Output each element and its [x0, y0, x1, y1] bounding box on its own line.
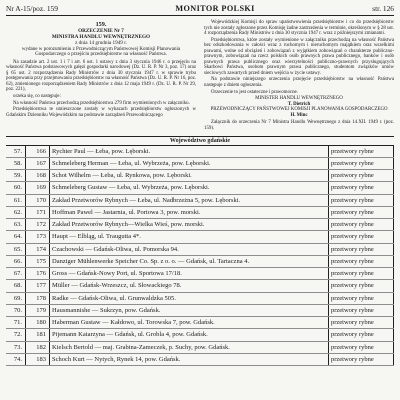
industry-label: przetwory rybne	[329, 194, 394, 206]
row-ordinal: 59.	[6, 170, 26, 182]
industry-label: przetwory rybne	[329, 292, 394, 304]
row-number: 179	[26, 304, 50, 316]
left-column	[6, 20, 196, 132]
row-ordinal: 60.	[6, 182, 26, 194]
row-ordinal: 63.	[6, 219, 26, 231]
table-row	[6, 353, 394, 365]
row-number: 172	[26, 219, 50, 231]
document-title: ORZECZENIE Nr 7	[78, 27, 124, 34]
enterprise-table	[6, 136, 394, 367]
table-row	[6, 292, 394, 304]
industry-label: przetwory rybne	[329, 353, 394, 365]
table-row	[6, 206, 394, 218]
table-row	[6, 182, 394, 194]
row-number: 176	[26, 268, 50, 280]
document-ministry: MINISTRA HANDLU WEWNĘTRZNEGO	[51, 33, 151, 40]
page-header	[6, 4, 394, 16]
table-row	[6, 329, 394, 341]
industry-label: przetwory rybne	[329, 243, 394, 255]
enterprise-name: Müller — Gdańsk-Wrzeszcz, ul. Słowackiego 78.	[50, 280, 329, 292]
enterprise-name: Danziger Mühlenwerke Speicher Co. Sp. z o. o. — Gdańsk, ul. Tartaczna 4.	[50, 255, 329, 267]
table-row	[6, 146, 394, 158]
table-row	[6, 317, 394, 329]
enterprise-name: Hausmannishe — Sukrzyn, pow. Gdańsk.	[50, 304, 329, 316]
annex-note: Załącznik do orzeczenia Nr 7 Ministra Handlu Wewnętrznego z dnia 14.XII. 1949 r. (poz. 159).	[204, 120, 394, 132]
paragraph: Na zasadzie art. 2 ust. 1 i 7 i art. 6 ust. 1 ustawy z dnia 3 stycznia 1946 r. o przejęciu na własność Państwa podstawowych gałęzi gospodarki narodowej (Dz. U. R. P. Nr 3, poz. 17) oraz § 65 ust. 2 rozporządzenia Rady Ministrów z dnia 30 stycznia 1947 r. w sprawie trybu postępowania przy przejmowaniu przedsiębiorstw na własność Państwa (Dz. U. R. P. Nr 16, poz. 62), zmienionego rozporządzeniem Rady Ministrów z dnia 12 maja 1949 r. (Dz. U. R. P. Nr 29, poz. 221),	[6, 59, 197, 93]
table-row	[6, 157, 394, 169]
table-row	[6, 268, 394, 280]
row-number: 166	[26, 146, 50, 158]
table-row	[6, 255, 394, 267]
enterprise-name: Hoffman Pawel — Jastarnia, ul. Portowa 3, pow. morski.	[50, 206, 329, 218]
right-column	[204, 20, 394, 132]
page-number: str. 126	[372, 4, 394, 13]
industry-label: przetwory rybne	[329, 255, 394, 267]
row-number: 175	[26, 255, 50, 267]
industry-label: przetwory rybne	[329, 206, 394, 218]
row-ordinal: 64.	[6, 231, 26, 243]
row-number: 178	[26, 292, 50, 304]
row-number: 174	[26, 243, 50, 255]
industry-label: przetwory rybne	[329, 268, 394, 280]
industry-label: przetwory rybne	[329, 182, 394, 194]
enterprise-name: Schoch Kurt — Nytych, Rynek 14, pow. Gdańsk.	[50, 353, 329, 365]
row-number: 180	[26, 317, 50, 329]
row-ordinal: 72.	[6, 329, 26, 341]
paragraph: Na podstawie niniejszego orzeczenia przejęcie przedsiębiorstw na własność Państwa następuje z dniem ogłoszenia.	[204, 77, 394, 89]
masthead-title: MONITOR POLSKI	[175, 4, 255, 13]
row-ordinal: 58.	[6, 157, 26, 169]
industry-label: przetwory rybne	[329, 157, 394, 169]
document-columns	[6, 20, 394, 132]
row-ordinal: 68.	[6, 280, 26, 292]
enterprise-name: Haberman Gustaw — Kałdowo, ul. Torowska 7, pow. Gdańsk.	[50, 317, 329, 329]
row-ordinal: 74.	[6, 353, 26, 365]
row-number: 173	[26, 231, 50, 243]
table-row	[6, 170, 394, 182]
row-number: 182	[26, 341, 50, 353]
table-row	[6, 341, 394, 353]
row-ordinal: 71.	[6, 317, 26, 329]
enterprise-name: Kielsch Bertold — maj. Grabina-Zameczek, p. Suchy, pow. Gdańsk.	[50, 341, 329, 353]
enterprise-name: Zakład Przetworów Rybnych—Wielka Wieś, pow. morski.	[50, 219, 329, 231]
industry-label: przetwory rybne	[329, 304, 394, 316]
industry-label: przetwory rybne	[329, 170, 394, 182]
row-number: 177	[26, 280, 50, 292]
document-subject: wydane w porozumieniu z Przewodniczącym Państwowej Komisji Planowania Gospodarczego o przejściu przedsiębiorstw na własność Państwa.	[21, 46, 181, 58]
industry-label: przetwory rybne	[329, 280, 394, 292]
enterprise-name: Schmeleberg Herman — Łeba, ul. Wybrzeża, pow. Lęborski.	[50, 157, 329, 169]
signature-name: T. Dietrich	[287, 101, 311, 107]
row-ordinal: 69.	[6, 292, 26, 304]
industry-label: przetwory rybne	[329, 146, 394, 158]
enterprise-name: Zakład Przetworów Rybnych — Łeba, ul. Nadbrzeżna 5, pow. Lęborski.	[50, 194, 329, 206]
row-ordinal: 65.	[6, 243, 26, 255]
table-body	[6, 146, 394, 366]
signature-role: PRZEWODNICZĄCY PAŃSTWOWEJ KOMISJI PLANOWANIA GOSPODARCZEGO	[210, 107, 388, 113]
table-row	[6, 219, 394, 231]
row-ordinal: 57.	[6, 146, 26, 158]
row-ordinal: 61.	[6, 194, 26, 206]
enterprise-name: Pijemann Katarzyna — Gdańsk, ul. Grobla 4, pow. Gdańsk.	[50, 329, 329, 341]
table-row	[6, 304, 394, 316]
enterprise-name: Radke — Gdańsk-Oliwa, ul. Grunwaldzka 505.	[50, 292, 329, 304]
row-ordinal: 67.	[6, 268, 26, 280]
row-number: 169	[26, 182, 50, 194]
enterprise-name: Haupt — Elbląg, ul. Traugutta 4*.	[50, 231, 329, 243]
enterprise-name: Gross — Gdańsk-Nowy Port, ul. Sportowa 17/18.	[50, 268, 329, 280]
paragraph: Przedsiębiorstwa te umieszczone zostały w wykazach przedsiębiorstw ogłoszonych w Gdańskim Dzienniku Wojewódzkim na podstawie zarządzeń Przewodniczącego	[6, 107, 196, 118]
enterprise-name: Schmeleberg Gustaw — Łeba, ul. Wybrzeża, pow. Lęborski.	[50, 182, 329, 194]
enterprise-list	[6, 146, 394, 367]
table-row	[6, 243, 394, 255]
table-row	[6, 194, 394, 206]
row-ordinal: 66.	[6, 255, 26, 267]
paragraph: orzeka się, co następuje:	[13, 94, 61, 100]
paragraph: Wojewódzkiej Komisji do spraw upaństwowienia przedsiębiorstw i co do przedsiębiorstw tych nie zostały zgłoszone przez Komisję żadne zastrzeżenia w terminie, określonym w § 28 ust. 4 rozporządzenia Rady Ministrów z dnia 30 stycznia 1947 r. wraz z późniejszymi zmianami.	[204, 20, 394, 37]
row-number: 181	[26, 329, 50, 341]
table-row	[6, 280, 394, 292]
row-ordinal: 73.	[6, 341, 26, 353]
document-date: z dnia 14 grudnia 1949 r.	[75, 39, 127, 46]
row-number: 167	[26, 157, 50, 169]
paragraph: Na własność Państwa przechodzą przedsiębiorstwa 279 firm wymienionych w załączniku.	[13, 100, 190, 106]
industry-label: przetwory rybne	[329, 317, 394, 329]
signature-name: H. Minc	[290, 112, 308, 118]
issue-reference: Nr A-15/poz. 159	[6, 4, 58, 13]
signature-role: MINISTER HANDLU WEWNĘTRZNEGO	[255, 96, 343, 102]
industry-label: przetwory rybne	[329, 329, 394, 341]
paragraph: Orzeczenie to jest ostateczne i prawomocne.	[211, 89, 298, 95]
signature-block	[204, 96, 394, 118]
row-ordinal: 62.	[6, 206, 26, 218]
row-ordinal: 70.	[6, 304, 26, 316]
row-number: 170	[26, 194, 50, 206]
row-number: 171	[26, 206, 50, 218]
row-number: 183	[26, 353, 50, 365]
table-row	[6, 231, 394, 243]
enterprise-name: Rychter Paul — Łeba, pow. Lęborski.	[50, 146, 329, 158]
row-number: 168	[26, 170, 50, 182]
paragraph: Przedsiębiorstwa, które zostały wymienione w załączniku przechodzą na własność Państwa bez odszkodowania w całości wraz z ruchomym i nieruchomym majątkiem oraz wszelkimi prawami, wolne od obciążeń i zobowiązań z wyjątkiem zobowiązań o charakterze publiczno-prawnym, zobowiązań na rzecz polskich osób prawnych prawa publicznego, banków i osób prawnych prawa publicznego oraz wierzytelności publiczno-prawnych przysługujących Skarbowi Państwa, osobom prawnym prawa publicznego, studentom związków umów sieciowych zawartych przed dniem wejścia w życie ustawy.	[204, 37, 394, 76]
industry-label: przetwory rybne	[329, 341, 394, 353]
table-section-title: Województwo gdańskie	[6, 136, 394, 146]
enterprise-name: Czachowski — Gdańsk-Oliwa, ul. Pomorska 94.	[50, 243, 329, 255]
industry-label: przetwory rybne	[329, 219, 394, 231]
industry-label: przetwory rybne	[329, 231, 394, 243]
enterprise-name: Schot Wilhelm — Łeba, ul. Rynkowa, pow. Lęborski.	[50, 170, 329, 182]
document-number: 159.	[95, 21, 107, 28]
